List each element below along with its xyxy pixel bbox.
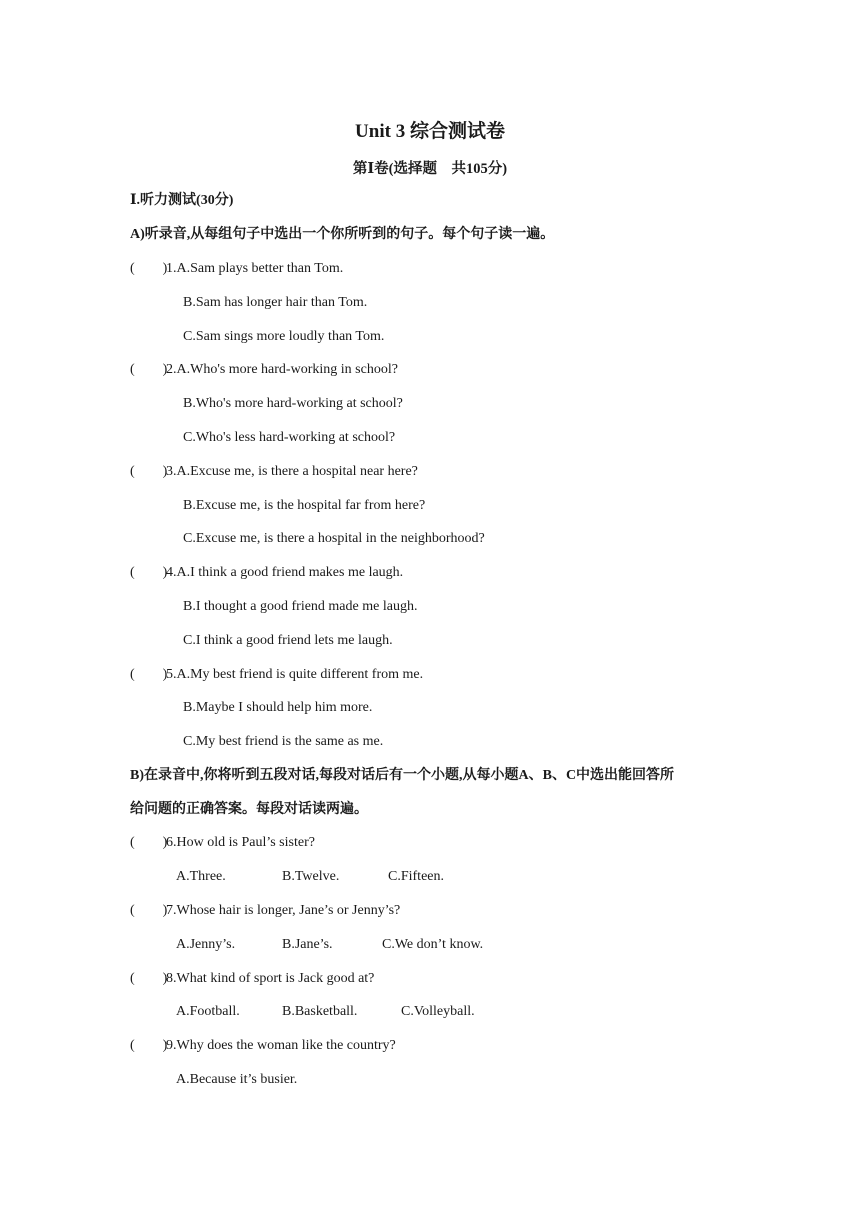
option-b: B.Jane’s. (282, 937, 333, 952)
option-c: C.Volleyball. (401, 1004, 475, 1019)
question-5 (0, 666, 700, 684)
question-8 (0, 970, 700, 988)
option-b: B.Sam has longer hair than Tom. (183, 295, 368, 310)
option-a: 1.A.Sam plays better than Tom. (166, 261, 344, 276)
option-c: C.Fifteen. (388, 869, 444, 884)
option-b: B.Who's more hard-working at school? (183, 396, 403, 411)
part-b-instruction-line2: 给问题的正确答案。每段对话读两遍。 (130, 802, 368, 817)
answer-bracket[interactable]: ( ) (130, 971, 168, 986)
option-c: C.My best friend is the same as me. (183, 734, 384, 749)
answer-bracket[interactable]: ( ) (130, 667, 168, 682)
option-c: C.We don’t know. (382, 937, 484, 952)
option-b: B.Basketball. (282, 1004, 358, 1019)
option-a: A.Because it’s busier. (176, 1072, 298, 1087)
answer-bracket[interactable]: ( ) (130, 903, 168, 918)
option-b: B.Maybe I should help him more. (183, 700, 373, 715)
question-1 (0, 260, 700, 278)
question-9 (0, 1037, 700, 1055)
option-a: A.Jenny’s. (176, 937, 236, 952)
section-heading: Ⅰ.听力测试(30分) (130, 193, 234, 208)
option-b: B.I thought a good friend made me laugh. (183, 599, 418, 614)
option-c: C.Excuse me, is there a hospital in the neighborhood? (183, 531, 485, 546)
answer-bracket[interactable]: ( ) (130, 1038, 168, 1053)
answer-bracket[interactable]: ( ) (130, 565, 168, 580)
question-text: 6.How old is Paul’s sister? (166, 835, 315, 850)
paper-subtitle: 第Ⅰ卷(选择题 共105分) (352, 161, 508, 177)
question-7 (0, 902, 700, 920)
answer-bracket[interactable]: ( ) (130, 261, 168, 276)
option-a: A.Three. (176, 869, 226, 884)
option-a: 2.A.Who's more hard-working in school? (166, 362, 398, 377)
question-6 (0, 834, 700, 852)
question-text: 8.What kind of sport is Jack good at? (166, 971, 375, 986)
part-b-instruction-line1: B)在录音中,你将听到五段对话,每段对话后有一个小题,从每小题A、B、C中选出能回答所 (130, 768, 675, 783)
question-text: 9.Why does the woman like the country? (166, 1038, 396, 1053)
answer-bracket[interactable]: ( ) (130, 835, 168, 850)
part-a-instruction: A)听录音,从每组句子中选出一个你所听到的句子。每个句子读一遍。 (130, 227, 555, 242)
option-c: C.Sam sings more loudly than Tom. (183, 329, 385, 344)
option-a: 4.A.I think a good friend makes me laugh. (166, 565, 404, 580)
question-3 (0, 463, 700, 481)
option-a: A.Football. (176, 1004, 240, 1019)
answer-bracket[interactable]: ( ) (130, 464, 168, 479)
question-text: 7.Whose hair is longer, Jane’s or Jenny’s? (166, 903, 401, 918)
option-b: B.Twelve. (282, 869, 340, 884)
page-title: Unit 3 综合测试卷 (355, 121, 505, 142)
option-a: 3.A.Excuse me, is there a hospital near here? (166, 464, 418, 479)
option-c: C.I think a good friend lets me laugh. (183, 633, 393, 648)
question-4 (0, 564, 700, 582)
option-a: 5.A.My best friend is quite different from me. (166, 667, 424, 682)
answer-bracket[interactable]: ( ) (130, 362, 168, 377)
option-c: C.Who's less hard-working at school? (183, 430, 396, 445)
option-b: B.Excuse me, is the hospital far from here? (183, 498, 426, 513)
question-2 (0, 361, 700, 379)
